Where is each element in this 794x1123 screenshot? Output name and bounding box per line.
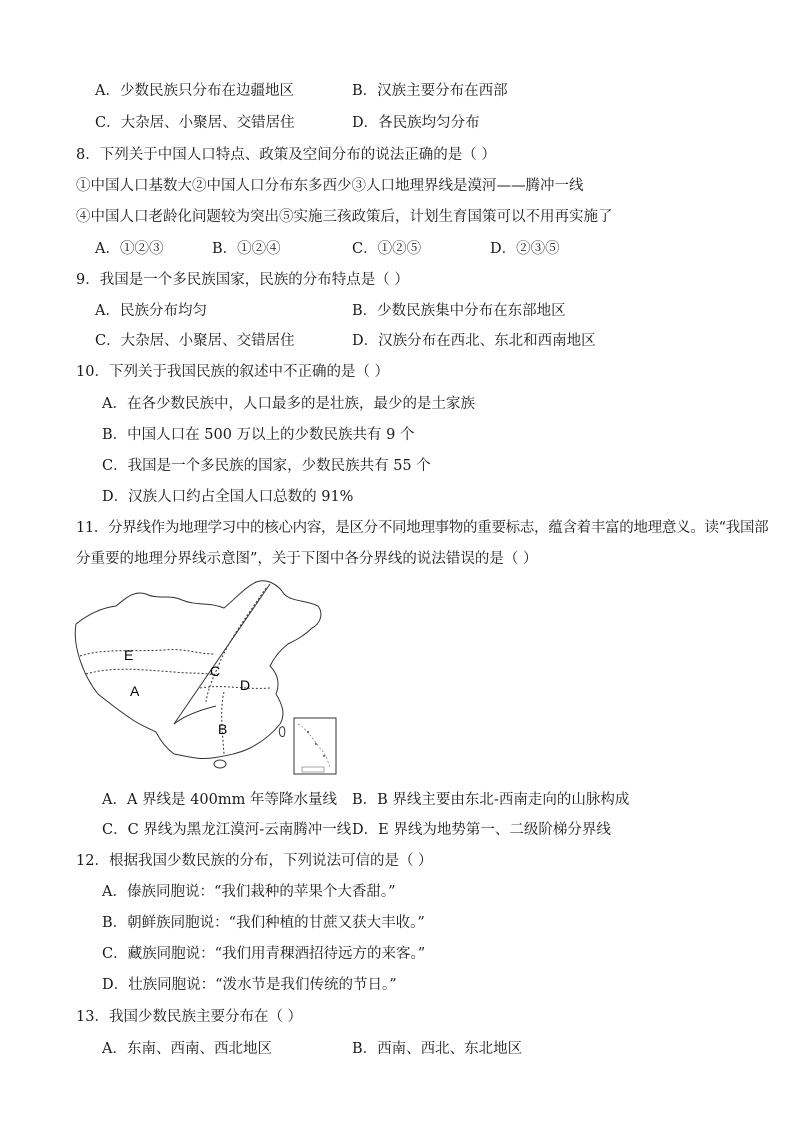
south-china-sea-inset <box>294 718 336 774</box>
q11-option-a: A．A 界线是 400mm 年等降水量线 <box>102 792 337 808</box>
q8-stem: 8．下列关于中国人口特点、政策及空间分布的说法正确的是（ ） <box>76 147 496 163</box>
taiwan-island <box>279 727 284 737</box>
q9-option-c: C．大杂居、小聚居、交错居住 <box>95 333 295 349</box>
q7-option-b: B．汉族主要分布在西部 <box>352 83 508 99</box>
map-label-c: C <box>210 663 221 679</box>
q10-stem: 10．下列关于我国民族的叙述中不正确的是（ ） <box>76 364 390 380</box>
q8-statements-line-1: ①中国人口基数大②中国人口分布东多西少③人口地理界线是漠河——腾冲一线 <box>76 178 584 194</box>
q10-option-d: D．汉族人口约占全国人口总数的 91% <box>102 489 354 505</box>
q8-option-d: D．②③⑤ <box>490 241 560 257</box>
q10-option-c: C．我国是一个多民族的国家，少数民族共有 55 个 <box>102 458 431 474</box>
map-label-b: B <box>218 721 228 737</box>
q11-option-d: D．E 界线为地势第一、二级阶梯分界线 <box>352 822 611 838</box>
hainan-island <box>214 760 226 768</box>
q13-option-a: A．东南、西南、西北地区 <box>102 1041 272 1057</box>
q8-option-c: C．①②⑤ <box>352 241 422 257</box>
q11-option-b: B．B 界线主要由东北-西南走向的山脉构成 <box>352 792 630 808</box>
q12-stem: 12．根据我国少数民族的分布，下列说法可信的是（ ） <box>76 853 433 869</box>
q13-stem: 13．我国少数民族主要分布在（ ） <box>76 1009 303 1025</box>
q9-option-a: A．民族分布均匀 <box>95 303 207 319</box>
q8-statements-line-2: ④中国人口老龄化问题较为突出⑤实施三孩政策后，计划生育国策可以不用再实施了 <box>76 209 613 225</box>
china-boundary-lines-map <box>74 578 340 776</box>
map-label-d: D <box>240 677 251 693</box>
q12-option-c: C．藏族同胞说：“我们用青稞酒招待远方的来客。” <box>102 946 426 962</box>
q9-option-b: B．少数民族集中分布在东部地区 <box>352 303 566 319</box>
q8-option-b: B．①②④ <box>212 241 281 257</box>
q11-stem-line-1: 11．分界线作为地理学习中的核心内容，是区分不同地理事物的重要标志，蕴含着丰富的地理意义。读“我国部 <box>76 520 769 536</box>
q7-option-a: A．少数民族只分布在边疆地区 <box>95 83 294 99</box>
map-label-a: A <box>130 683 140 699</box>
q7-option-d: D．各民族均匀分布 <box>352 115 480 131</box>
q9-option-d: D．汉族分布在西北、东北和西南地区 <box>352 333 596 349</box>
q7-option-c: C．大杂居、小聚居、交错居住 <box>95 115 295 131</box>
q10-option-a: A．在各少数民族中，人口最多的是壮族，最少的是土家族 <box>102 396 475 412</box>
q12-option-a: A．傣族同胞说：“我们栽种的苹果个大香甜。” <box>102 884 396 900</box>
q8-option-a: A．①②③ <box>95 241 164 257</box>
q12-option-b: B．朝鲜族同胞说：“我们种植的甘蔗又获大丰收。” <box>102 915 425 931</box>
q13-option-b: B．西南、西北、东北地区 <box>352 1041 523 1057</box>
q11-option-c: C．C 界线为黑龙江漠河-云南腾冲一线 <box>102 822 352 838</box>
map-label-e: E <box>124 647 134 663</box>
q11-stem-line-2: 分重要的地理分界线示意图”，关于下图中各分界线的说法错误的是（ ） <box>76 551 538 567</box>
q9-stem: 9．我国是一个多民族国家，民族的分布特点是（ ） <box>76 272 409 288</box>
q10-option-b: B．中国人口在 500 万以上的少数民族共有 9 个 <box>102 427 415 443</box>
q12-option-d: D．壮族同胞说：“泼水节是我们传统的节日。” <box>102 977 397 993</box>
